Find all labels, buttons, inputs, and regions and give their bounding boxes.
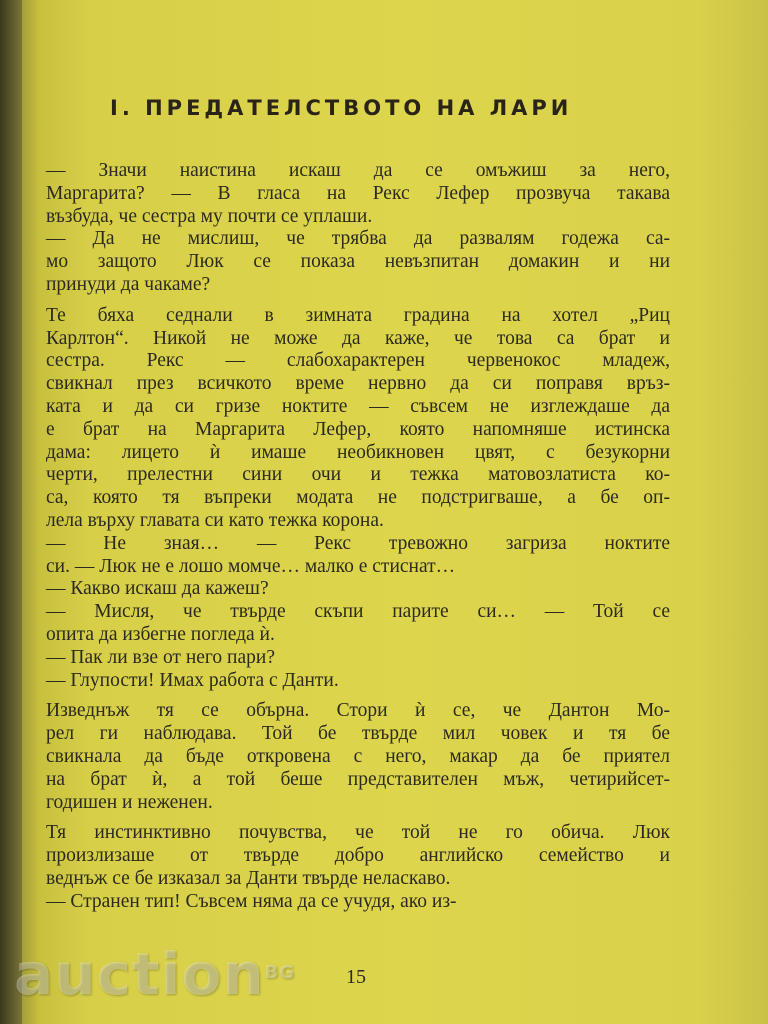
text-line: мо защото Люк се показа невъзпитан домакин и ни (46, 251, 670, 273)
text-line: — Значи наистина искаш да се омъжиш за него, (46, 160, 670, 181)
text-line: произлизаше от твърде добро английско семейство и (46, 845, 670, 867)
text-line: годишен и неженен. (46, 791, 213, 813)
book-spine-shadow (0, 0, 22, 1024)
text-line: са, която тя въпреки модата не подстригваше, а бе оп- (46, 487, 670, 509)
text-line: — Какво искаш да кажеш? (46, 578, 269, 600)
text-line: — Да не мислиш, че трябва да развалям годежа са- (46, 228, 670, 250)
paragraph-gap (46, 814, 670, 822)
chapter-title: I. ПРЕДАТЕЛСТВОТО НА ЛАРИ (110, 96, 573, 120)
text-line: Изведнъж тя се обърна. Стори ѝ се, че Дантон Мо- (46, 700, 670, 722)
text-line: свикнал през всичкото време нервно да си поправя връз- (46, 373, 670, 395)
text-line: свикнала да бъде откровена с него, макар да бе приятел (46, 745, 670, 767)
body-text (46, 160, 670, 914)
text-line: рел ги наблюдава. Той бе твърде мил човек и тя бе (46, 723, 670, 745)
text-line: лела върху главата си като тежка корона. (46, 509, 384, 531)
text-line: сестра. Рекс — слабохарактерен червенокос младеж, (46, 350, 670, 372)
text-line: — Пак ли взе от него пари? (46, 646, 275, 668)
text-line: ката и да си гризе ноктите — съвсем не изглеждаше да (46, 395, 670, 417)
text-line: — Глупости! Имах работа с Данти. (46, 669, 339, 691)
text-line: си. — Люк не е лошо момче… малко е стиснат… (46, 555, 456, 577)
text-line: Маргарита? — В гласа на Рекс Лефер прозвуча такава (46, 182, 670, 204)
text-line: черти, прелестни сини очи и тежка матовозлатиста ко- (46, 464, 670, 486)
text-line: на брат ѝ, а той беше представителен мъж, четирийсет- (46, 768, 670, 790)
text-line: възбуда, че сестра му почти се уплаши. (46, 205, 373, 227)
text-line: Тя инстинктивно почувства, че той не го обича. Люк (46, 822, 670, 844)
text-line: опита да избегне погледа ѝ. (46, 623, 275, 645)
page-number: 15 (346, 966, 366, 988)
text-line: принуди да чакаме? (46, 273, 211, 295)
text-line: е брат на Маргарита Лефер, която напомняше истинска (46, 418, 670, 440)
paragraph-gap (46, 297, 670, 305)
auction-watermark-logo: auction$^{BG}$ (14, 940, 296, 1008)
text-line: — Мисля, че твърде скъпи парите си… — Той се (46, 601, 670, 623)
text-line: дама: лицето ѝ имаше необикновен цвят, с безукорни (46, 441, 670, 463)
text-line: веднъж се бе изказал за Данти твърде неласкаво. (46, 867, 451, 889)
paragraph-gap (46, 692, 670, 700)
text-line: — Не зная… — Рекс тревожно загриза ноктите (46, 532, 670, 554)
text-line: Карлтон“. Никой не може да каже, че това са брат и (46, 327, 670, 349)
text-line: — Странен тип! Съвсем няма да се учудя, ако из- (46, 890, 457, 912)
text-line: Те бяха седнали в зимната градина на хотел „Риц (46, 304, 670, 326)
